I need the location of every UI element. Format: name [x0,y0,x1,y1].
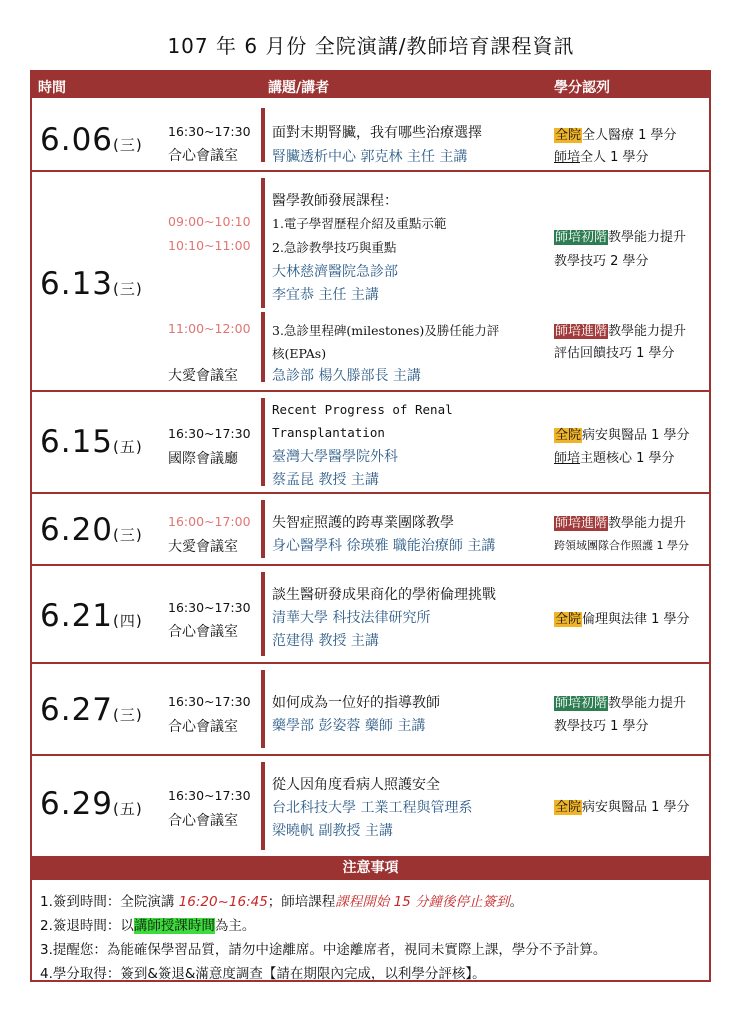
date: 6.15(五) [40,424,143,460]
table-row [32,170,709,392]
time: 11:00~12:00 [168,321,251,336]
topic: Transplantation [272,425,385,440]
topic: 醫學教師發展課程： [272,193,398,209]
schedule-table [30,70,711,982]
header-credit: 學分認列 [554,80,610,96]
speaker: 臺灣大學醫學院外科 [272,449,398,465]
table-row [32,564,709,664]
room: 大愛會議室 [168,368,238,384]
topic: 從人因角度看病人照護安全 [272,777,440,793]
room: 大愛會議室 [168,539,238,555]
row-divider [261,398,265,486]
row-divider [261,572,265,656]
header-topic: 講題/講者 [268,80,330,96]
note-item: 2.簽退時間：以講師授課時間為主。 [40,918,256,934]
credit: 師培主題核心 1 學分 [554,451,675,466]
row-divider [261,312,265,382]
speaker: 梁曉帆 副教授 主講 [272,823,393,839]
topic: 2.急診教學技巧與重點 [272,240,397,255]
room: 合心會議室 [168,813,238,829]
room: 合心會議室 [168,719,238,735]
credit: 師培全人 1 學分 [554,150,649,165]
credit: 跨領域團隊合作照護 1 學分 [554,539,689,552]
time: 10:10~11:00 [168,238,251,253]
credit: 評估回饋技巧 1 學分 [554,346,675,361]
time: 16:30~17:30 [168,694,251,709]
table-header [32,72,709,98]
page-title: 107 年 6 月份 全院演講/教師培育課程資訊 [167,34,575,58]
room: 合心會議室 [168,624,238,640]
credit: 師培初階教學能力提升 [555,696,687,711]
date: 6.20(三) [40,512,143,548]
time: 09:00~10:10 [168,214,251,229]
speaker: 身心醫學科 徐瑛雅 職能治療師 主講 [272,538,496,554]
table-row [32,390,709,494]
row-divider [261,178,265,308]
note-item: 3.提醒您：為能確保學習品質，請勿中途離席。中途離席者，視同未實際上課，學分不予計算。 [40,942,607,958]
time: 16:30~17:30 [168,426,251,441]
room: 國際會議廳 [168,451,238,467]
topic: 失智症照護的跨專業團隊教學 [272,515,454,531]
row-divider [261,670,265,748]
date: 6.27(三) [40,692,143,728]
credit: 全院病安與醫品 1 學分 [555,428,690,443]
table-row [32,754,709,856]
topic: 3.急診里程碑(milestones)及勝任能力評 [272,323,500,338]
note-item: 4.學分取得：簽到&簽退&滿意度調查【請在期限內完成，以利學分評核】。 [40,966,486,982]
speaker: 急診部 楊久滕部長 主講 [272,368,421,384]
table-row [32,662,709,756]
date: 6.21(四) [40,598,143,634]
date: 6.29(五) [40,786,143,822]
time: 16:30~17:30 [168,124,251,139]
row-divider [261,108,265,162]
speaker: 清華大學 科技法律研究所 [272,610,431,626]
row-divider [261,762,265,850]
speaker: 台北科技大學 工業工程與管理系 [272,800,473,816]
credit: 全院病安與醫品 1 學分 [555,800,690,815]
topic: 核(EPAs) [272,346,327,361]
topic: 談生醫研發成果商化的學術倫理挑戰 [272,587,496,603]
time: 16:30~17:30 [168,600,251,615]
credit: 教學技巧 2 學分 [554,254,649,269]
credit: 師培初階教學能力提升 [555,230,687,245]
notes-header: 注意事項 [32,856,709,880]
topic: 1.電子學習歷程介紹及重點示範 [272,216,447,231]
credit: 全院全人醫療 1 學分 [555,128,677,143]
room: 合心會議室 [168,148,238,164]
topic: 面對末期腎臟，我有哪些治療選擇 [272,125,482,141]
speaker: 腎臟透析中心 郭克林 主任 主講 [272,149,468,165]
time: 16:00~17:00 [168,514,251,529]
credit: 師培進階教學能力提升 [555,516,687,531]
speaker: 范建得 教授 主講 [272,633,379,649]
time: 16:30~17:30 [168,788,251,803]
header-time: 時間 [38,80,66,96]
note-item: 1.簽到時間：全院演講 16:20~16:45；師培課程課程開始 15 分鐘後停止簽到。 [40,894,524,910]
credit: 師培進階教學能力提升 [555,324,687,339]
topic: Recent Progress of Renal [272,402,453,417]
credit: 全院倫理與法律 1 學分 [555,612,690,627]
speaker: 大林慈濟醫院急診部 [272,264,398,280]
speaker: 李宜恭 主任 主講 [272,287,379,303]
table-row [32,98,709,172]
row-divider [261,500,265,558]
table-row [32,492,709,566]
topic: 如何成為一位好的指導教師 [272,695,440,711]
speaker: 藥學部 彭姿蓉 藥師 主講 [272,718,426,734]
credit: 教學技巧 1 學分 [554,719,649,734]
date: 6.06(三) [40,122,143,158]
speaker: 蔡孟昆 教授 主講 [272,472,379,488]
date: 6.13(三) [40,266,143,302]
